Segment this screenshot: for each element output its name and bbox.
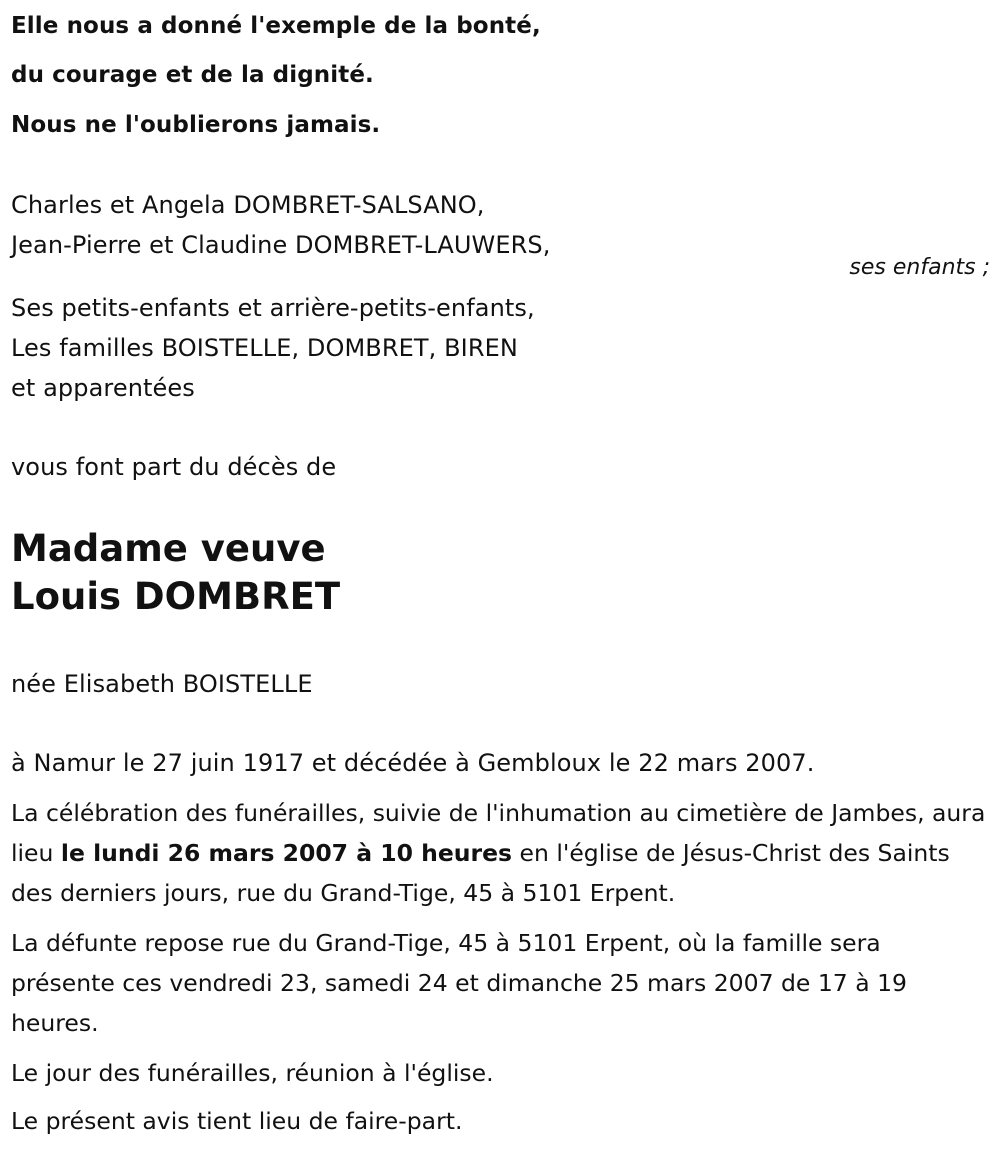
maiden-name: née Elisabeth BOISTELLE (11, 670, 313, 698)
children-line-2: Jean-Pierre et Claudine DOMBRET-LAUWERS, (11, 231, 551, 259)
funeral-text-pre: La célébration des funérailles, suivie de l'inhumation au cimetière de Jambes, aura lieu (11, 799, 986, 867)
motto-line-1: Elle nous a donné l'exemple de la bonté, (11, 13, 541, 39)
children-note: ses enfants ; (849, 255, 990, 280)
motto-line-2: du courage et de la dignité. (11, 62, 374, 88)
deceased-title: Madame veuve (11, 527, 326, 570)
family-line-1: Ses petits-enfants et arrière-petits-enfants, (11, 294, 535, 322)
announce-text: vous font part du décès de (11, 453, 337, 481)
meeting-paragraph: Le jour des funérailles, réunion à l'église. (11, 1059, 494, 1087)
funeral-paragraph (11, 793, 991, 913)
funeral-text-post: en l'église de Jésus-Christ des Saints des derniers jours, rue du Grand-Tige, 45 à 5101 Erpent. (11, 839, 950, 907)
deceased-name: Louis DOMBRET (11, 575, 341, 618)
family-line-3: et apparentées (11, 374, 195, 402)
family-line-2: Les familles BOISTELLE, DOMBRET, BIREN (11, 334, 518, 362)
repose-paragraph: La défunte repose rue du Grand-Tige, 45 à 5101 Erpent, où la famille sera présente ces vendredi 23, samedi 24 et dimanche 25 mars 2007 de 17 à 19 heures. (11, 929, 907, 1037)
funeral-date-time: le lundi 26 mars 2007 à 10 heures (60, 839, 513, 867)
motto-line-3: Nous ne l'oublierons jamais. (11, 112, 381, 138)
children-line-1: Charles et Angela DOMBRET-SALSANO, (11, 191, 485, 219)
notice-paragraph: Le présent avis tient lieu de faire-part. (11, 1107, 463, 1135)
birth-death-dates: à Namur le 27 juin 1917 et décédée à Gembloux le 22 mars 2007. (11, 749, 815, 777)
